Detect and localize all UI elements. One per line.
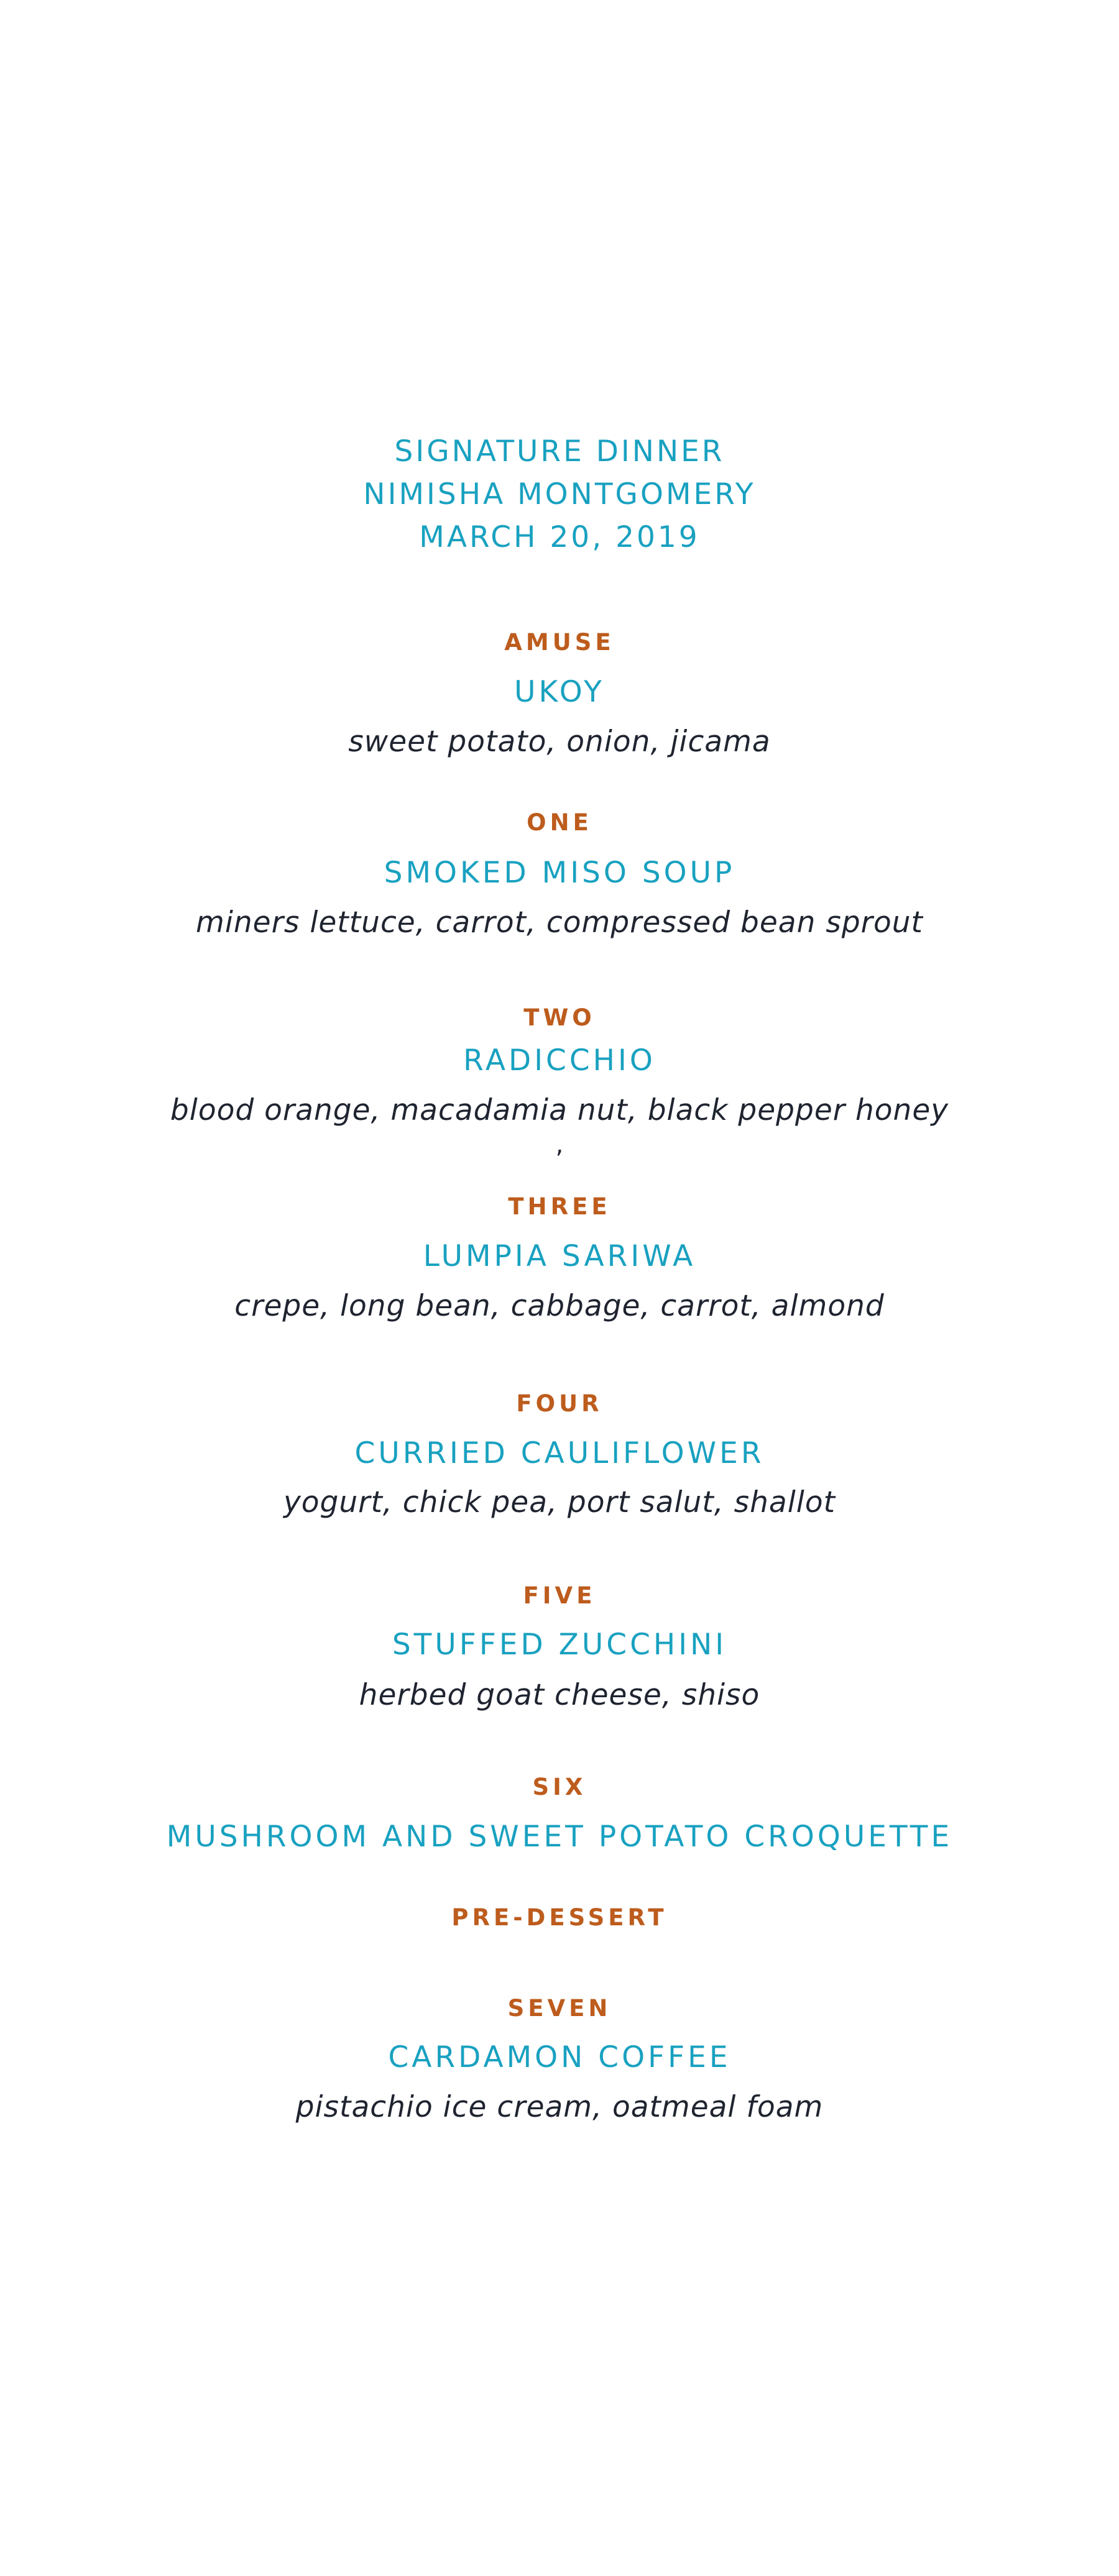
chef-name: NIMISHA MONTGOMERY xyxy=(363,477,756,511)
menu-title: SIGNATURE DINNER xyxy=(394,434,725,469)
course-label: THREE xyxy=(508,1193,611,1220)
course-dish: UKOY xyxy=(514,675,605,709)
course-dish: CURRIED CAULIFLOWER xyxy=(354,1436,765,1470)
course-label: TWO xyxy=(523,1004,596,1031)
course-description: crepe, long bean, cabbage, carrot, almond xyxy=(234,1289,885,1323)
course-description: miners lettuce, carrot, compressed bean sprout xyxy=(196,905,923,940)
stray-comma: , xyxy=(555,1130,564,1159)
course-description: yogurt, chick pea, port salut, shallot xyxy=(283,1485,836,1519)
course-description: blood orange, macadamia nut, black pepper honey xyxy=(170,1093,949,1127)
course-dish: STUFFED ZUCCHINI xyxy=(392,1628,727,1662)
course-dish: MUSHROOM AND SWEET POTATO CROQUETTE xyxy=(166,1820,953,1854)
course-dish: SMOKED MISO SOUP xyxy=(384,856,735,890)
course-label: SEVEN xyxy=(507,1995,612,2022)
course-label: FOUR xyxy=(516,1390,603,1417)
course-label: FIVE xyxy=(523,1582,596,1609)
course-description: pistachio ice cream, oatmeal foam xyxy=(295,2090,824,2124)
course-description: sweet potato, onion, jicama xyxy=(348,725,771,759)
course-label: AMUSE xyxy=(504,629,615,656)
course-dish: LUMPIA SARIWA xyxy=(423,1239,696,1273)
course-label: PRE-DESSERT xyxy=(451,1904,668,1931)
course-label: SIX xyxy=(532,1774,587,1800)
course-dish: RADICCHIO xyxy=(463,1043,656,1078)
menu-date: MARCH 20, 2019 xyxy=(419,520,700,554)
course-dish: CARDAMON COFFEE xyxy=(388,2040,731,2074)
course-description: herbed goat cheese, shiso xyxy=(359,1678,760,1712)
course-label: ONE xyxy=(527,809,592,836)
